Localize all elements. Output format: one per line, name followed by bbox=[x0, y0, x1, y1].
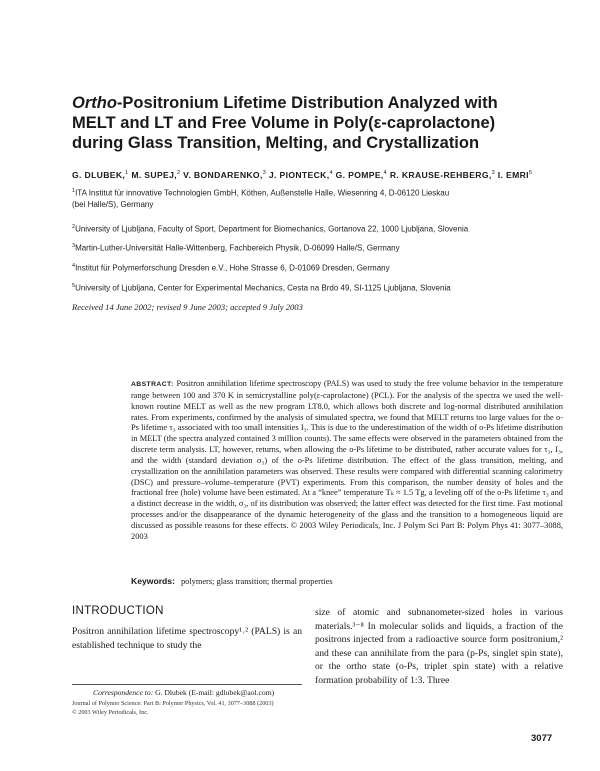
page-number: 3077 bbox=[531, 733, 553, 744]
author: J. PIONTECK, bbox=[268, 170, 330, 180]
keywords-text: polymers; glass transition; thermal properties bbox=[180, 577, 333, 586]
section-heading: INTRODUCTION bbox=[72, 605, 164, 617]
abstract-text: Positron annihilation lifetime spectroscopy (PALS) was used to study the free volume behavior in the temperature range between 100 and 370 K in semicrystalline poly(ε-caprolactone) (PCL). For the analysis of the spectra we used the well-known routine MELT as well as the new program LT8.0, which allows both discrete and log-normal distributed annihilation rates. From experiments, confirmed by the analysis of simulated spectra, we found that MELT returns too large values for the o-Ps lifetime τ₃ associated with too small intensities I₃. This is due to the underestimation of the width of o-Ps lifetime distribution in MELT (the spectra analyzed contained 3 million counts). The same effects were observed in the parameters obtained from the discrete term analysis. LT, however, returns, when allowing the o-Ps lifetime to be distributed, rather accurate values for τ₃, I₃, and the width (standard deviation σ₃) of the o-Ps lifetime distribution. The effect of the glass transition, melting, and crystallization on the annihilation parameters was observed. These results were compared with differential scanning calorimetry (DSC) and pressure–volume–temperature (PVT) experiments. From this comparison, the number density of holes and the fractional free (hole) volume have been estimated. At a “knee” temperature Tₖ ≈ 1.5 Tg, a leveling off of the o-Ps lifetime τ₃ and a distinct decrease in the width, σ₃, of its distribution was observed; the latter effect was detected for the first time. Fast motional processes and/or the disappearance of the dynamic heterogeneity of the glass and the transition to a homogeneous liquid are discussed as possible reasons for these effects. © 2003 Wiley Periodicals, Inc. J Polym Sci Part B: Polym Phys 41: 3077–3088, 2003 bbox=[131, 379, 563, 541]
journal-info bbox=[72, 700, 307, 717]
affiliation-5: $^5$University of Ljubljana, Center for Experimental Mechanics, Cesta na Brdo 49, SI-1125 Ljubljana, Slovenia bbox=[72, 283, 451, 293]
keywords bbox=[131, 576, 563, 586]
keywords-label: Keywords: bbox=[131, 576, 175, 586]
title-rest: -Positronium Lifetime Distribution Analyzed with MELT and LT and Free Volume in Poly(ε-caprolactone) during Glass Transition, Melting, and Crystallization bbox=[72, 94, 498, 152]
author: G. DLUBEK, bbox=[72, 170, 126, 180]
author: I. EMRI bbox=[497, 170, 529, 180]
author: V. BONDARENKO, bbox=[183, 170, 263, 180]
author-list: G. DLUBEK,$^1$ M. SUPEJ,$^2$ V. BONDARENKO,$^3$ J. PIONTECK,$^4$ G. POMPE,$^4$ R. KRAUSE-REHBERG,$^3$ I. EMRI$^5$ bbox=[72, 170, 533, 180]
journal-citation: Journal of Polymer Science: Part B: Polymer Physics, Vol. 41, 3077–3088 (2003) bbox=[72, 700, 274, 707]
title-italic-prefix: Ortho bbox=[72, 94, 117, 112]
abstract-label: ABSTRACT: bbox=[131, 381, 174, 388]
abstract bbox=[131, 379, 563, 543]
intro-right-column: size of atomic and subnanometer-sized holes in various materials.³⁻⁸ In molecular solids and liquids, a fraction of the positrons injected from a radioactive source form positronium,² and these can annihilate from the para (p-Ps, singlet spin state), or the ortho state (o-Ps, triplet spin state) with a relative formation probability of 1:3. Three bbox=[315, 607, 563, 686]
received-dates: Received 14 June 2002; revised 9 June 2003; accepted 9 July 2003 bbox=[72, 302, 303, 312]
author: R. KRAUSE-REHBERG, bbox=[389, 170, 492, 180]
correspondence-note: Correspondence to: G. Dlubek (E-mail: gdlubek@aol.com) bbox=[93, 688, 275, 697]
affiliation-2: $^2$University of Ljubljana, Faculty of Sport, Department for Biomechanics, Gortanova 22, 1000 Ljubljana, Slovenia bbox=[72, 224, 469, 234]
affiliation-1: $^1$ITA Institut für innovative Technologien GmbH, Köthen, Außenstelle Halle, Wiesenring 4, D-06120 Lieskau (bei Halle/S), Germany bbox=[72, 188, 450, 210]
copyright: © 2003 Wiley Periodicals, Inc. bbox=[72, 708, 149, 716]
author: G. POMPE, bbox=[335, 170, 384, 180]
author: M. SUPEJ, bbox=[131, 170, 177, 180]
intro-left-column: Positron annihilation lifetime spectroscopy¹˒² (PALS) is an established technique to study the bbox=[72, 626, 302, 651]
footnote-divider bbox=[72, 684, 302, 685]
affiliation-4: $^4$Institut für Polymerforschung Dresden e.V., Hohe Strasse 6, D-01069 Dresden, Germany bbox=[72, 263, 390, 273]
paper-title bbox=[72, 93, 542, 153]
affiliation-3: $^3$Martin-Luther-Universität Halle-Wittenberg, Fachbereich Physik, D-06099 Halle/S, Germany bbox=[72, 243, 400, 253]
